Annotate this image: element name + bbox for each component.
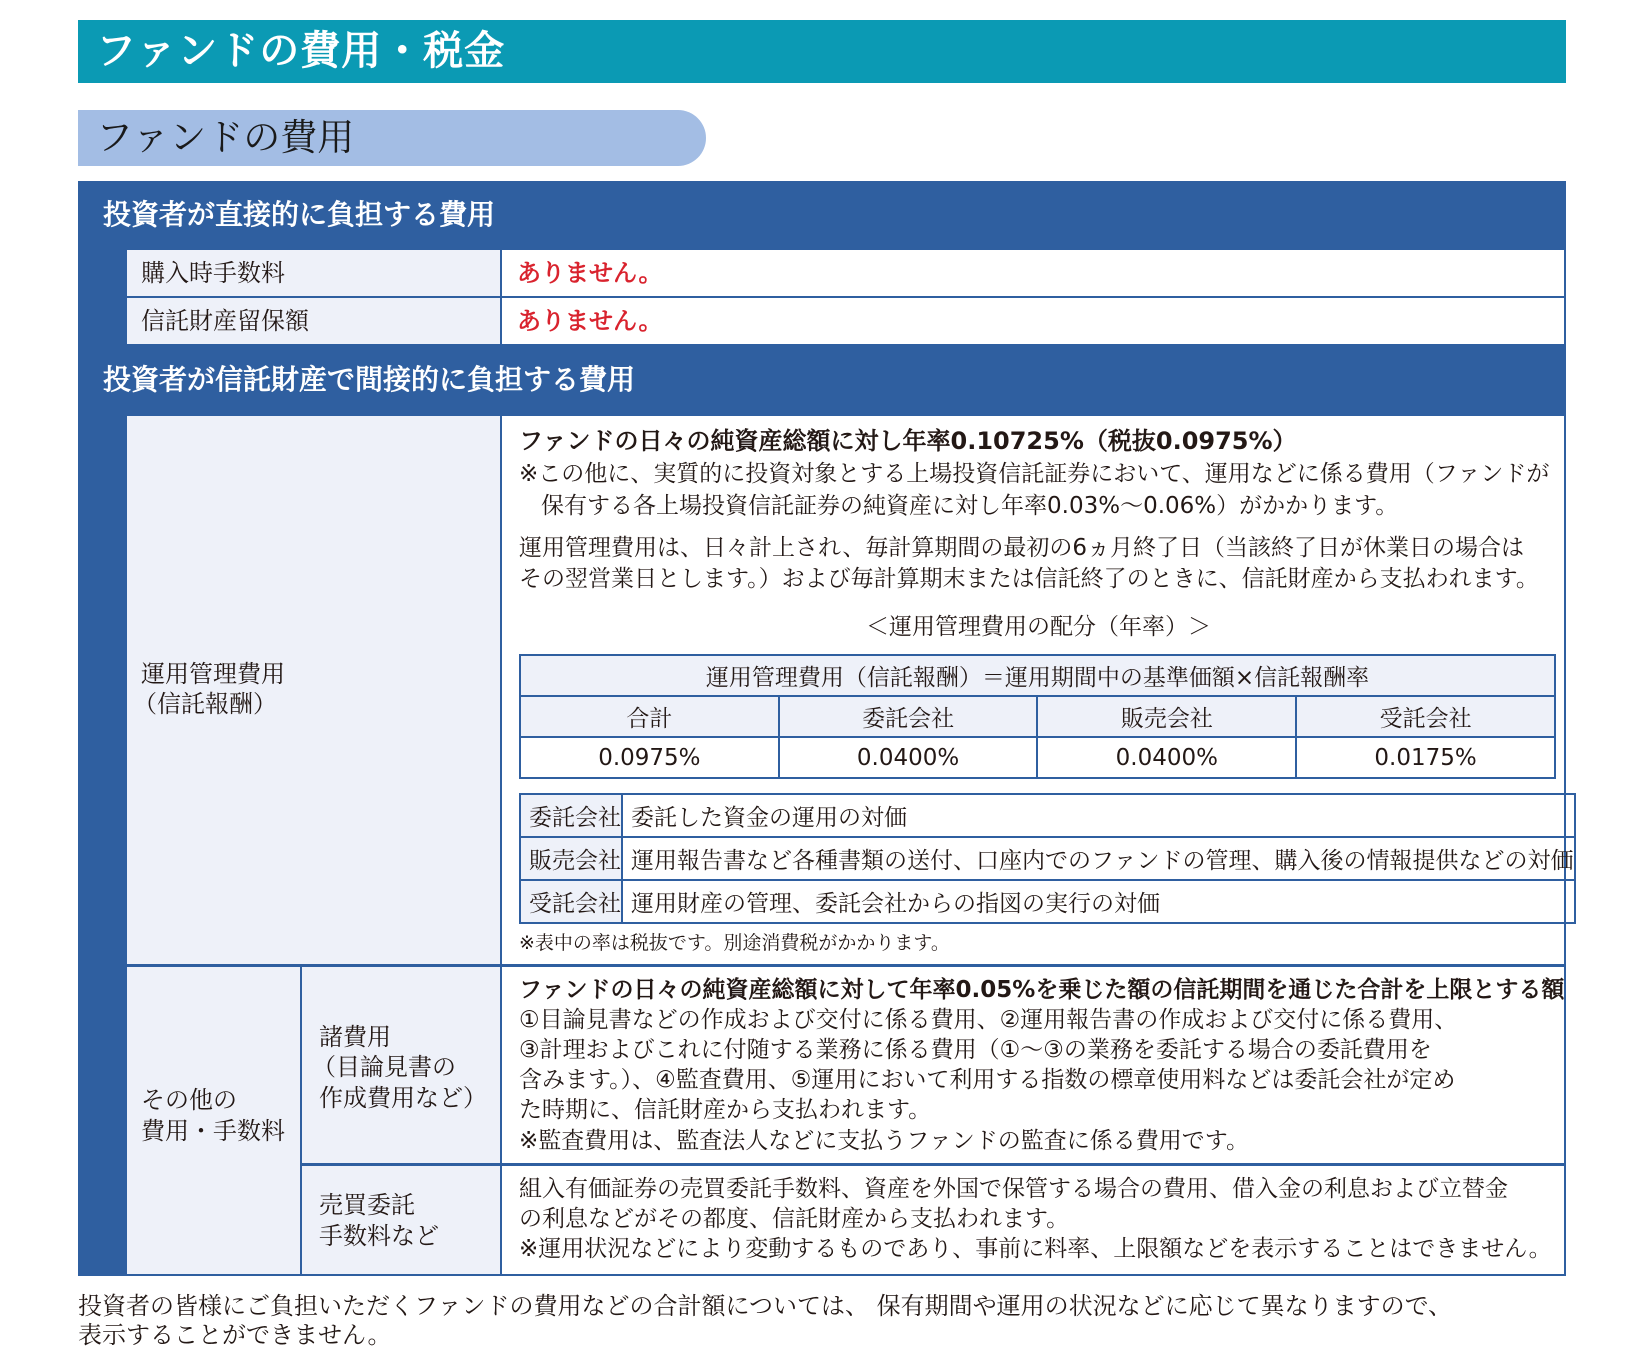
retention-fee-value: ありません。 bbox=[502, 298, 1564, 344]
alloc-header-distributor: 販売会社 bbox=[1037, 696, 1296, 737]
section-title: ファンドの費用 bbox=[78, 110, 706, 166]
trading-fees-label-cell bbox=[302, 1166, 500, 1274]
footer-note bbox=[78, 1292, 1578, 1350]
trading-fees-label-line2: 手数料など bbox=[319, 1222, 439, 1250]
alloc-value-trustor: 0.0400% bbox=[779, 737, 1038, 778]
trading-fees-label-line1: 売買委託 bbox=[319, 1191, 415, 1219]
misc-fees-label-line3: 作成費用など） bbox=[319, 1084, 487, 1112]
alloc-title: ＜運用管理費用の配分（年率）＞ bbox=[866, 614, 1211, 640]
role-description: 委託した資金の運用の対価 bbox=[622, 794, 1575, 837]
allocation-formula: 運用管理費用（信託報酬）＝運用期間中の基準価額×信託報酬率 bbox=[520, 655, 1555, 696]
purchase-fee-value: ありません。 bbox=[502, 250, 1564, 296]
mgmt-fee-rate: ファンドの日々の純資産総額に対し年率0.10725%（税抜0.0975%） bbox=[519, 427, 1297, 455]
trading-fees-line3: ※運用状況などにより変動するものであり、事前に料率、上限額などを表示することはできません。 bbox=[519, 1236, 1552, 1262]
misc-fees-label-line2: （目論見書の bbox=[312, 1053, 456, 1081]
alloc-header-trustor: 委託会社 bbox=[779, 696, 1038, 737]
misc-fees-line4: た時期に、信託財産から支払われます。 bbox=[519, 1097, 932, 1123]
table-row bbox=[520, 880, 1575, 923]
other-fees-label-cell bbox=[127, 967, 300, 1274]
indirect-costs-heading: 投資者が信託財産で間接的に負担する費用 bbox=[103, 363, 636, 396]
misc-fees-rate: ファンドの日々の純資産総額に対して年率0.05%を乗じた額の信託期間を通じた合計を上限とする額 bbox=[519, 977, 1565, 1003]
mgmt-fee-label-cell bbox=[127, 416, 500, 964]
misc-fees-line3: 含みます。）、④監査費用、⑤運用において利用する指数の標章使用料などは委託会社が定め bbox=[519, 1067, 1456, 1093]
role-description: 運用報告書など各種書類の送付、口座内でのファンドの管理、購入後の情報提供などの対価 bbox=[622, 837, 1575, 880]
footer-line2: 表示することができません。 bbox=[78, 1321, 392, 1349]
misc-fees-label-line1: 諸費用 bbox=[319, 1023, 391, 1051]
alloc-header-total: 合計 bbox=[520, 696, 779, 737]
misc-fees-line2: ③計理およびこれに付随する業務に係る費用（①～③の業務を委託する場合の委託費用を bbox=[519, 1037, 1432, 1063]
mgmt-fee-desc-line1: 運用管理費用は、日々計上され、毎計算期間の最初の6ヵ月終了日（当該終了日が休業日の場合は bbox=[519, 535, 1525, 561]
role-description: 運用財産の管理、委託会社からの指図の実行の対価 bbox=[622, 880, 1575, 923]
allocation-table bbox=[519, 654, 1556, 779]
alloc-header-trustee: 受託会社 bbox=[1296, 696, 1555, 737]
other-fees-label-line2: 費用・手数料 bbox=[141, 1117, 285, 1145]
table-row bbox=[520, 794, 1575, 837]
misc-fees-line5: ※監査費用は、監査法人などに支払うファンドの監査に係る費用です。 bbox=[519, 1128, 1249, 1154]
role-name: 受託会社 bbox=[520, 880, 622, 923]
role-name: 販売会社 bbox=[520, 837, 622, 880]
direct-costs-heading: 投資者が直接的に負担する費用 bbox=[103, 198, 496, 231]
mgmt-fee-note-line2: 保有する各上場投資信託証券の純資産に対し年率0.03%～0.06%）がかかります。 bbox=[541, 493, 1399, 519]
tax-note: ※表中の率は税抜です。別途消費税がかかります。 bbox=[519, 932, 950, 954]
trading-fees-line1: 組入有価証券の売買委託手数料、資産を外国で保管する場合の費用、借入金の利息および立替金 bbox=[519, 1176, 1508, 1202]
alloc-value-distributor: 0.0400% bbox=[1037, 737, 1296, 778]
mgmt-fee-label-line1: 運用管理費用 bbox=[141, 660, 285, 688]
alloc-value-total: 0.0975% bbox=[520, 737, 779, 778]
misc-fees-label-cell bbox=[302, 967, 500, 1163]
purchase-fee-label: 購入時手数料 bbox=[127, 250, 500, 296]
row-divider bbox=[302, 1164, 1566, 1166]
mgmt-fee-note-line1: ※この他に、実質的に投資対象とする上場投資信託証券において、運用などに係る費用（ファンドが bbox=[519, 461, 1550, 487]
trading-fees-line2: の利息などがその都度、信託財産から支払われます。 bbox=[519, 1206, 1070, 1232]
roles-table bbox=[519, 793, 1576, 924]
table-row bbox=[520, 837, 1575, 880]
mgmt-fee-desc-line2: その翌営業日とします。）および毎計算期末または信託終了のときに、信託財産から支払われます。 bbox=[519, 566, 1539, 592]
role-name: 委託会社 bbox=[520, 794, 622, 837]
footer-line1: 投資者の皆様にご負担いただくファンドの費用などの合計額については、 保有期間や運用の状況などに応じて異なりますので、 bbox=[78, 1292, 1453, 1320]
other-fees-label-line1: その他の bbox=[141, 1086, 237, 1114]
misc-fees-line1: ①目論見書などの作成および交付に係る費用、②運用報告書の作成および交付に係る費用、 bbox=[519, 1007, 1458, 1033]
page-title: ファンドの費用・税金 bbox=[78, 20, 1566, 83]
retention-fee-label: 信託財産留保額 bbox=[127, 298, 500, 344]
mgmt-fee-label-line2: （信託報酬） bbox=[133, 690, 277, 718]
alloc-value-trustee: 0.0175% bbox=[1296, 737, 1555, 778]
